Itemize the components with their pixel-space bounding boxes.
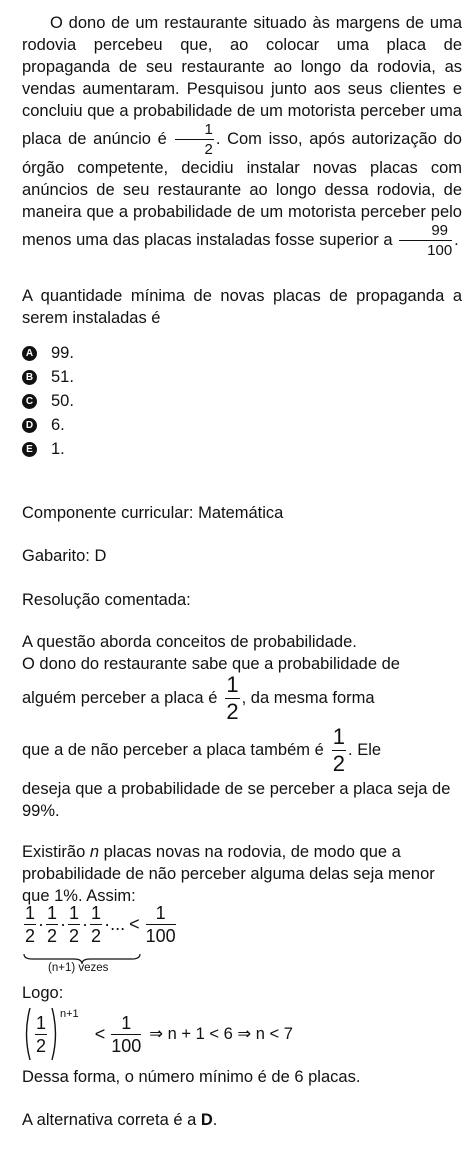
resolution-line: deseja que a probabilidade de se perceber a placa seja de 99%.	[22, 780, 451, 820]
resolution-line: A questão aborda conceitos de probabilidade.	[22, 633, 357, 651]
fraction-one-half: $\frac{1}{2}$	[226, 671, 239, 724]
fraction-one-half: $\frac{1}{2}$	[69, 903, 80, 946]
option-letter-icon: D	[22, 418, 37, 433]
curricular-component: Componente curricular: Matemática	[22, 504, 284, 522]
fraction-one-half: $\frac{1}{2}$	[91, 903, 102, 946]
left-paren	[22, 1006, 32, 1062]
fraction-one-half: $\frac{1}{2}$	[47, 903, 58, 946]
option-letter-icon: A	[22, 346, 37, 361]
option-letter-icon: C	[22, 394, 37, 409]
right-paren	[50, 1006, 60, 1062]
product-inequality: $\frac{1}{2}$ · $\frac{1}{2}$ · $\frac{1}{2}$ · $\frac{1}{2}$ · ... < $\frac{1}{100}$	[25, 903, 176, 946]
final-answer: A alternativa correta é a D.	[22, 1111, 218, 1129]
fraction-one-half: $\frac{1}{2}$	[175, 122, 213, 157]
exponent: n+1	[60, 1008, 79, 1020]
question-paragraph: O dono de um restaurante situado às margens de uma rodovia percebeu que, ao colocar uma placa de propaganda de seu restaurante ao longo da rodovia, as vendas aumentaram. Pesquisou junto aos seus clientes e concluiu que a probabilidade de um motorista perceber uma placa de anúncio é $\frac{1}{2}$ . Com isso, após autorização do órgão competente, decidiu instalar novas placas com anúncios de seu restaurante ao longo dessa rodovia, de maneira que a probabilidade de um motorista perceber pelo menos uma das placas instaladas fosse superior a $\frac{99}{100}$ .	[22, 14, 462, 259]
resolution-line: O dono do restaurante sabe que a probabilidade de	[22, 655, 400, 673]
option-letter-icon: B	[22, 370, 37, 385]
fraction-one-half: $\frac{1}{2}$	[332, 723, 346, 776]
question-prompt: A quantidade mínima de novas placas de propaganda a serem instaladas é	[22, 287, 462, 327]
option-a[interactable]: A 99.	[22, 343, 74, 363]
resolution-line: que a de não perceber a placa também é $\frac{1}{2}$ . Ele	[22, 723, 382, 776]
fraction-one-half: $\frac{1}{2}$	[25, 903, 36, 946]
resolution-heading: Resolução comentada:	[22, 591, 191, 609]
power-inequality: $\frac{1}{2}$ n+1 < $\frac{1}{100}$ ⇒ n + 1 < 6 ⇒ n < 7	[22, 1006, 293, 1062]
resolution-paragraph: Existirão n placas novas na rodovia, de modo que a probabilidade de não perceber alguma delas seja menor que 1%. Assim:	[22, 843, 435, 905]
fraction-one-half: $\frac{1}{2}$	[36, 1012, 47, 1056]
logo-label: Logo:	[22, 984, 64, 1002]
conclusion: Dessa forma, o número mínimo é de 6 placas.	[22, 1068, 361, 1086]
answer-key: Gabarito: D	[22, 547, 107, 565]
underbrace-label: (n+1) vezes	[48, 962, 109, 974]
option-letter-icon: E	[22, 442, 37, 457]
fraction-one-hundredth: $\frac{1}{100}$	[145, 903, 176, 946]
fraction-99-100: $\frac{99}{100}$	[399, 223, 452, 258]
option-d[interactable]: D 6.	[22, 415, 65, 435]
option-e[interactable]: E 1.	[22, 439, 65, 459]
fraction-one-hundredth: $\frac{1}{100}$	[111, 1012, 142, 1056]
option-c[interactable]: C 50.	[22, 391, 74, 411]
option-b[interactable]: B 51.	[22, 367, 74, 387]
resolution-line: alguém perceber a placa é $\frac{1}{2}$ , da mesma forma	[22, 671, 375, 724]
